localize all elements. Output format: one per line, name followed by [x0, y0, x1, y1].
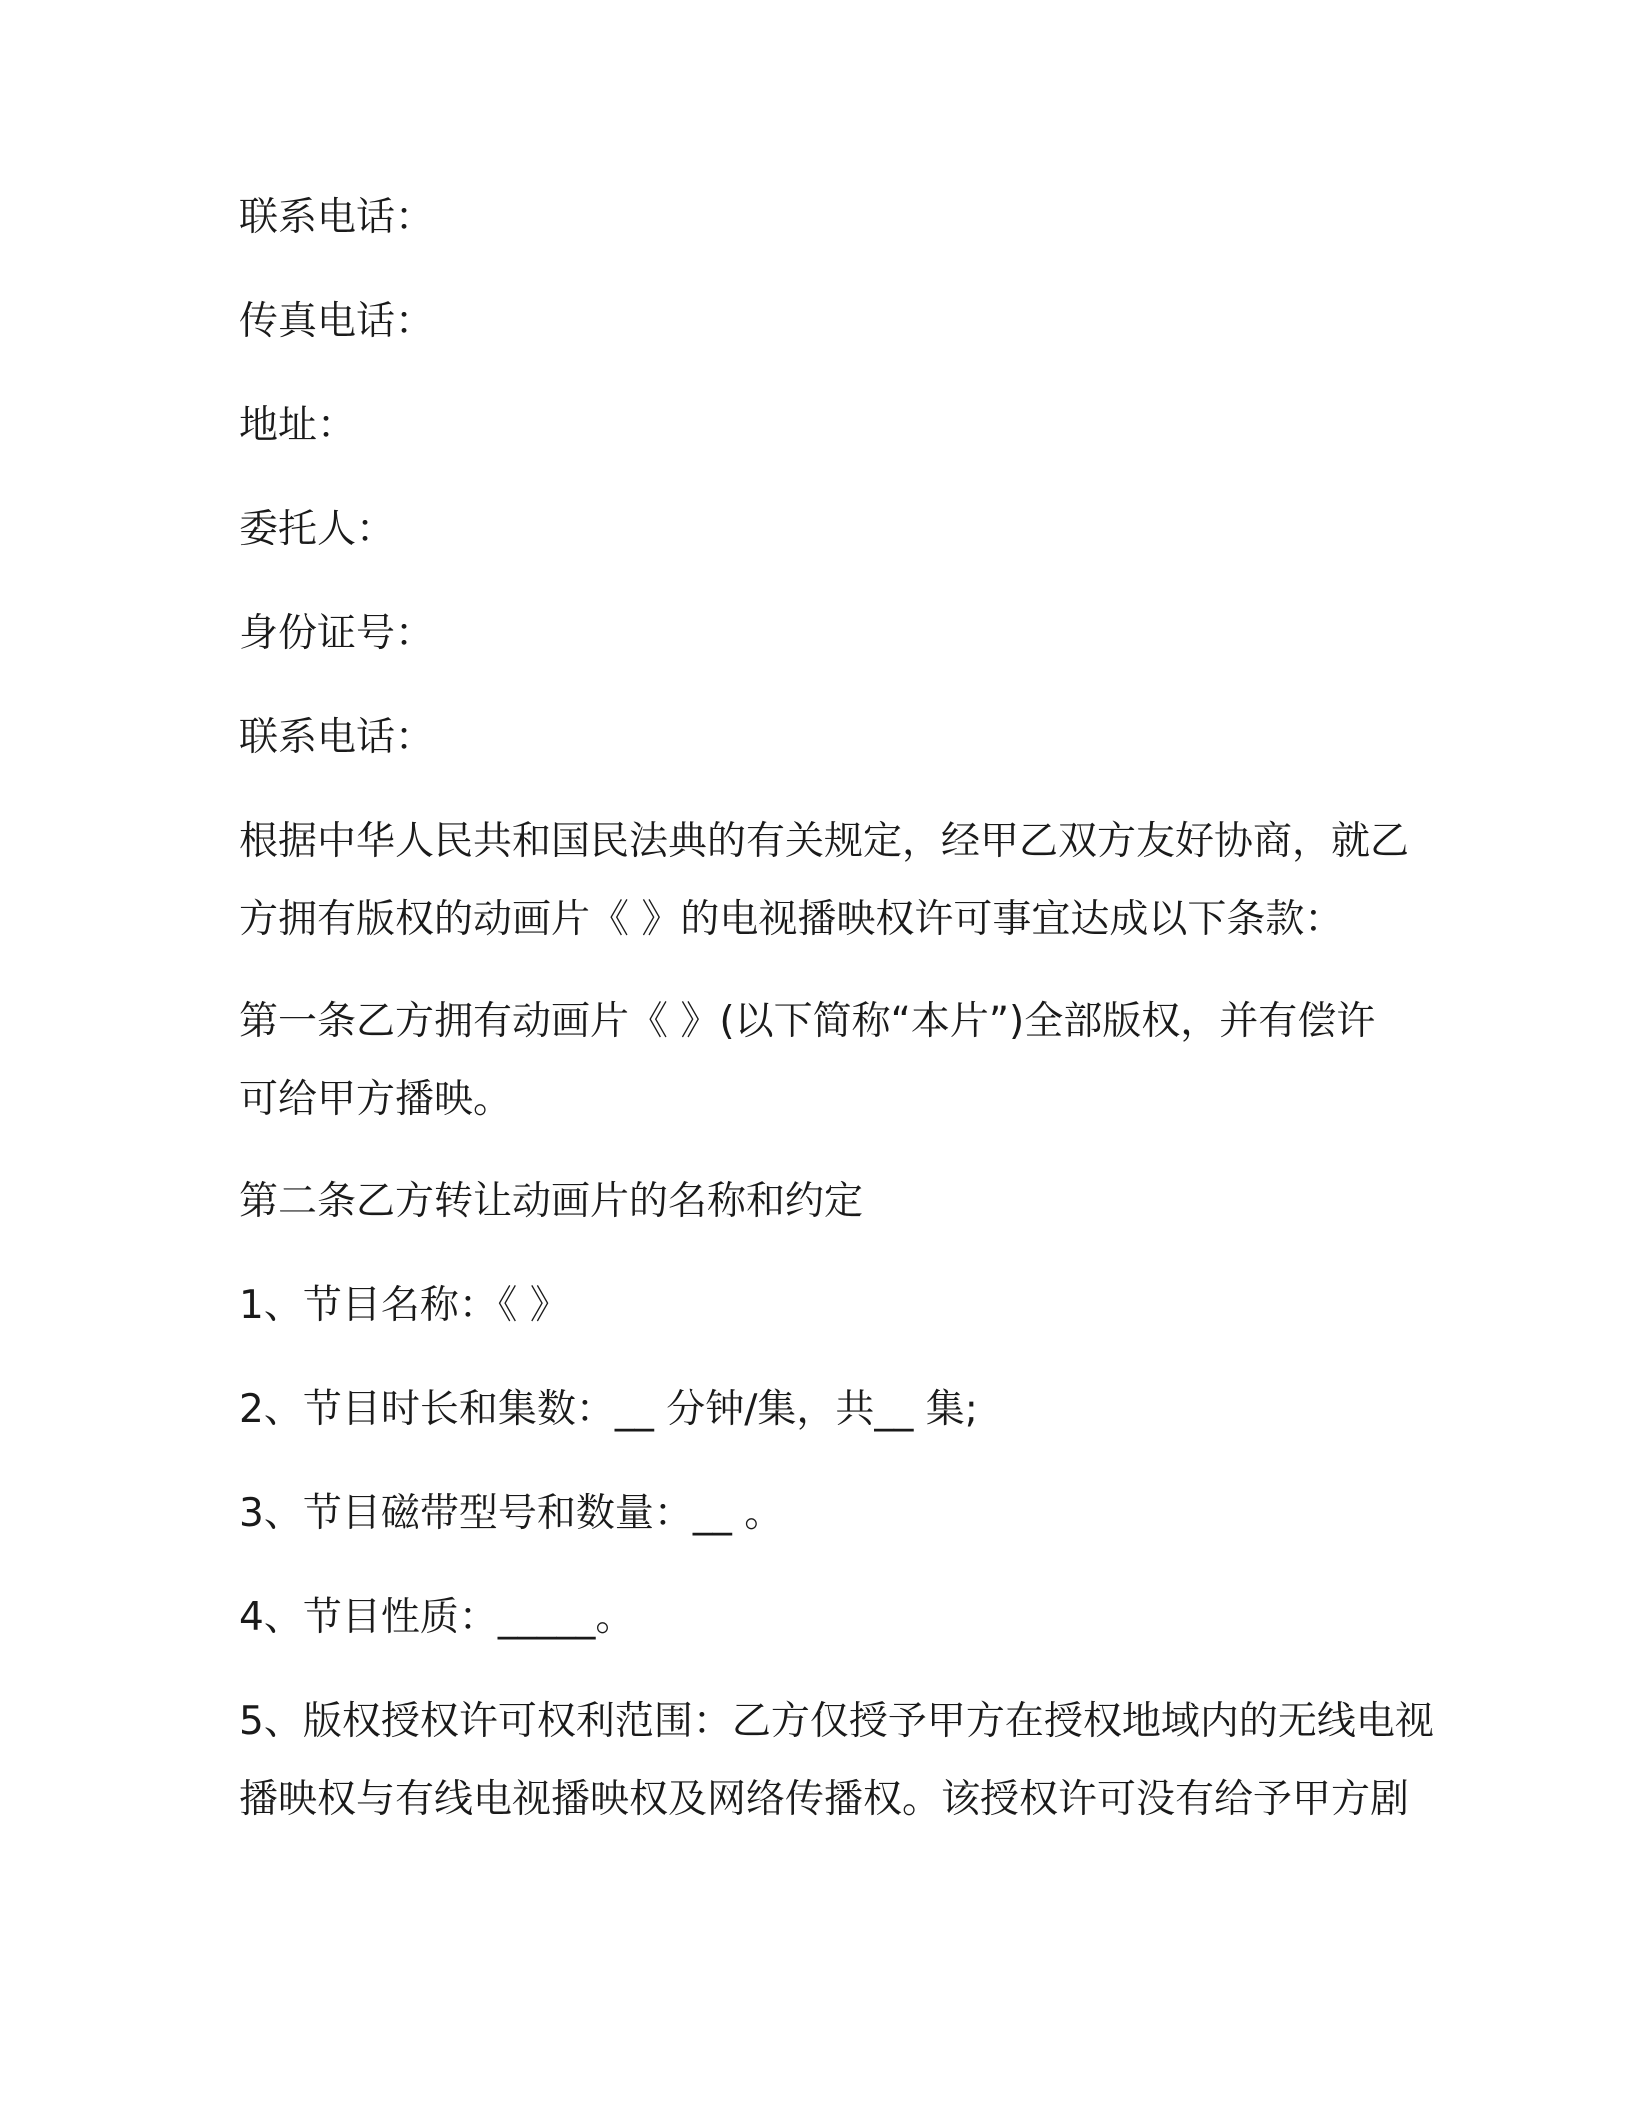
contact-phone-label-2: 联系电话：	[239, 715, 435, 760]
contact-phone-label: 联系电话：	[239, 195, 435, 240]
id-number-label: 身份证号：	[239, 611, 435, 656]
item-2-duration-episodes: 2、节目时长和集数：__ 分钟/集，共__ 集;	[239, 1387, 978, 1432]
item-3-tape-model-quantity: 3、节目磁带型号和数量：__ 。	[239, 1491, 784, 1536]
article-1-line-2: 可给甲方播映。	[239, 1077, 513, 1122]
fax-phone-label: 传真电话：	[239, 299, 435, 344]
agent-label: 委托人：	[239, 507, 396, 552]
item-5-license-scope-line-2: 播映权与有线电视播映权及网络传播权。该授权许可没有给予甲方剧	[239, 1777, 1410, 1822]
article-1-line-1: 第一条乙方拥有动画片《 》(以下简称“本片”)全部版权，并有偿许	[239, 999, 1376, 1044]
item-1-program-name: 1、节目名称：《 》	[239, 1283, 569, 1328]
preamble-line-1: 根据中华人民共和国民法典的有关规定，经甲乙双方友好协商，就乙	[239, 819, 1410, 864]
item-5-license-scope-line-1: 5、版权授权许可权利范围：乙方仅授予甲方在授权地域内的无线电视	[239, 1699, 1434, 1744]
item-4-program-nature: 4、节目性质：_____。	[239, 1595, 635, 1640]
article-2-heading: 第二条乙方转让动画片的名称和约定	[239, 1179, 864, 1224]
preamble-line-2: 方拥有版权的动画片《 》的电视播映权许可事宜达成以下条款：	[239, 897, 1344, 942]
address-label: 地址：	[239, 403, 357, 448]
